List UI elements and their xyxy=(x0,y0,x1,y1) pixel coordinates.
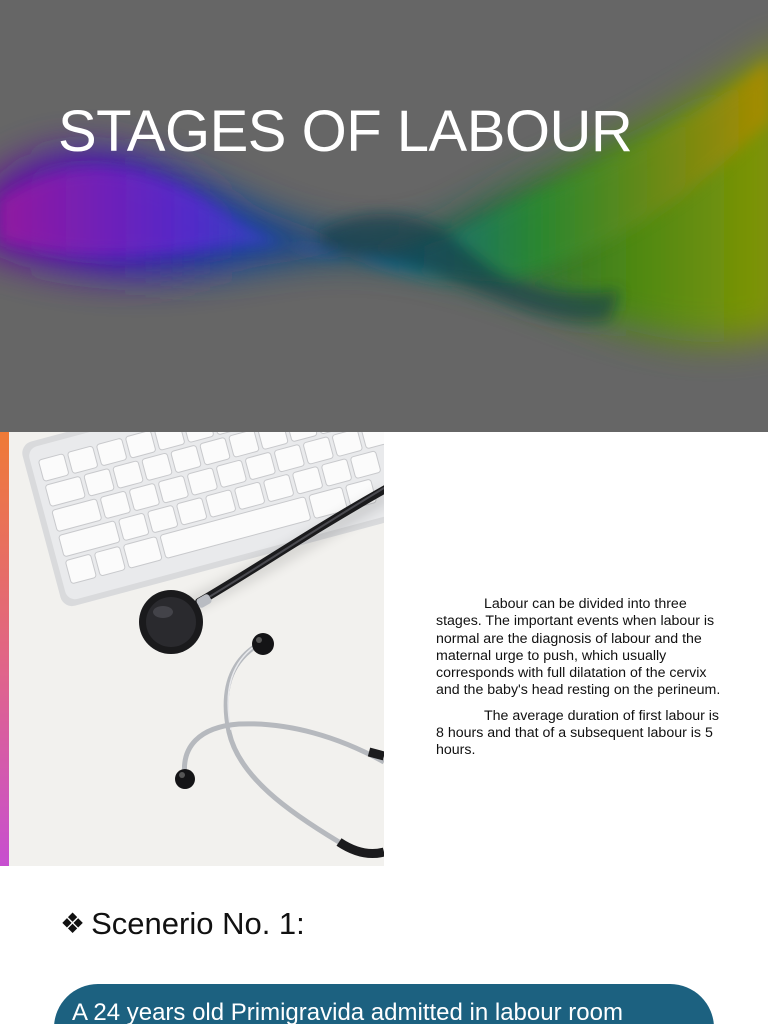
hero-banner xyxy=(0,0,768,432)
scenario-heading xyxy=(60,906,305,942)
stethoscope-keyboard-photo xyxy=(9,432,384,866)
page-title: STAGES OF LABOUR xyxy=(58,99,633,164)
intro-paragraph-1: Labour can be divided into three stages. The important events when labour is normal are the diagnosis of labour and the maternal urge to push, which usually corresponds with full dilatation of the cervix and the baby's head resting on the perineum. xyxy=(436,596,721,699)
diamond-bullet-icon: ❖ xyxy=(60,908,86,939)
intro-paragraph-2: The average duration of first labour is 8 hours and that of a subsequent labour is 5 hours. xyxy=(436,707,720,759)
rainbow-smoke-image xyxy=(0,0,768,432)
accent-bar xyxy=(0,432,9,866)
scenario-text: A 24 years old Primigravida admitted in labour room xyxy=(72,999,623,1024)
scenario-heading-text: Scenerio No. 1: xyxy=(91,906,305,941)
intro-text xyxy=(436,596,726,768)
scenario-box xyxy=(54,984,714,1024)
